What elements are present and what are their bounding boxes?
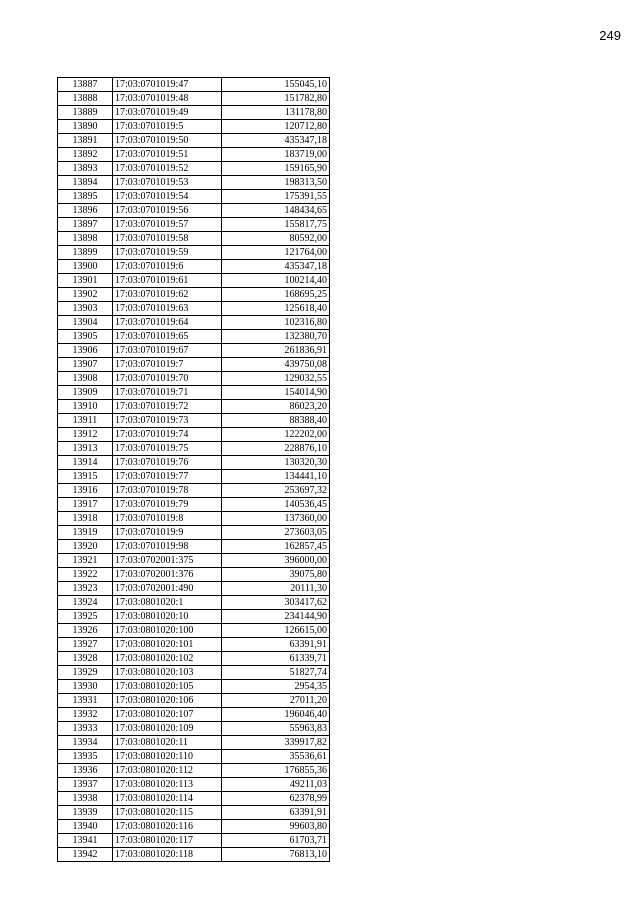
table-row — [58, 204, 330, 218]
value-cell: 140536,45 — [222, 498, 330, 512]
row-number-cell: 13900 — [58, 260, 113, 274]
table-row — [58, 708, 330, 722]
cadastral-code-cell: 17:03:0701019:77 — [113, 470, 222, 484]
row-number-cell: 13917 — [58, 498, 113, 512]
row-number-cell: 13912 — [58, 428, 113, 442]
value-cell: 61703,71 — [222, 834, 330, 848]
cadastral-code-cell: 17:03:0701019:57 — [113, 218, 222, 232]
cadastral-code-cell: 17:03:0701019:79 — [113, 498, 222, 512]
row-number-cell: 13898 — [58, 232, 113, 246]
cadastral-code-cell: 17:03:0801020:114 — [113, 792, 222, 806]
table-row — [58, 358, 330, 372]
cadastral-code-cell: 17:03:0701019:72 — [113, 400, 222, 414]
value-cell: 129032,55 — [222, 372, 330, 386]
value-cell: 39075,80 — [222, 568, 330, 582]
table-row — [58, 512, 330, 526]
table-row — [58, 246, 330, 260]
row-number-cell: 13913 — [58, 442, 113, 456]
cadastral-code-cell: 17:03:0701019:73 — [113, 414, 222, 428]
value-cell: 126615,00 — [222, 624, 330, 638]
row-number-cell: 13931 — [58, 694, 113, 708]
cadastral-code-cell: 17:03:0701019:67 — [113, 344, 222, 358]
value-cell: 137360,00 — [222, 512, 330, 526]
table-row — [58, 274, 330, 288]
value-cell: 63391,91 — [222, 806, 330, 820]
table-row — [58, 302, 330, 316]
cadastral-code-cell: 17:03:0801020:105 — [113, 680, 222, 694]
row-number-cell: 13896 — [58, 204, 113, 218]
row-number-cell: 13905 — [58, 330, 113, 344]
table-row — [58, 554, 330, 568]
table-row — [58, 526, 330, 540]
table-row — [58, 680, 330, 694]
row-number-cell: 13910 — [58, 400, 113, 414]
row-number-cell: 13891 — [58, 134, 113, 148]
table-row — [58, 386, 330, 400]
value-cell: 155045,10 — [222, 78, 330, 92]
cadastral-code-cell: 17:03:0701019:8 — [113, 512, 222, 526]
value-cell: 154014,90 — [222, 386, 330, 400]
table-row — [58, 120, 330, 134]
table-row — [58, 596, 330, 610]
table-row — [58, 260, 330, 274]
row-number-cell: 13916 — [58, 484, 113, 498]
cadastral-code-cell: 17:03:0701019:7 — [113, 358, 222, 372]
table-row — [58, 456, 330, 470]
value-cell: 80592,00 — [222, 232, 330, 246]
row-number-cell: 13928 — [58, 652, 113, 666]
table-row — [58, 92, 330, 106]
row-number-cell: 13907 — [58, 358, 113, 372]
cadastral-code-cell: 17:03:0801020:10 — [113, 610, 222, 624]
data-table — [57, 77, 330, 862]
cadastral-code-cell: 17:03:0702001:376 — [113, 568, 222, 582]
cadastral-code-cell: 17:03:0701019:51 — [113, 148, 222, 162]
value-cell: 162857,45 — [222, 540, 330, 554]
value-cell: 100214,40 — [222, 274, 330, 288]
value-cell: 148434,65 — [222, 204, 330, 218]
row-number-cell: 13925 — [58, 610, 113, 624]
value-cell: 159165,90 — [222, 162, 330, 176]
row-number-cell: 13937 — [58, 778, 113, 792]
row-number-cell: 13914 — [58, 456, 113, 470]
cadastral-code-cell: 17:03:0801020:115 — [113, 806, 222, 820]
row-number-cell: 13888 — [58, 92, 113, 106]
cadastral-code-cell: 17:03:0701019:59 — [113, 246, 222, 260]
row-number-cell: 13934 — [58, 736, 113, 750]
table-row — [58, 288, 330, 302]
value-cell: 20111,30 — [222, 582, 330, 596]
row-number-cell: 13927 — [58, 638, 113, 652]
cadastral-code-cell: 17:03:0701019:48 — [113, 92, 222, 106]
value-cell: 396000,00 — [222, 554, 330, 568]
table-row — [58, 190, 330, 204]
table-row — [58, 652, 330, 666]
cadastral-code-cell: 17:03:0701019:78 — [113, 484, 222, 498]
table-row — [58, 330, 330, 344]
cadastral-code-cell: 17:03:0801020:106 — [113, 694, 222, 708]
value-cell: 131178,80 — [222, 106, 330, 120]
value-cell: 273603,05 — [222, 526, 330, 540]
row-number-cell: 13935 — [58, 750, 113, 764]
cadastral-code-cell: 17:03:0701019:98 — [113, 540, 222, 554]
value-cell: 439750,08 — [222, 358, 330, 372]
cadastral-code-cell: 17:03:0701019:53 — [113, 176, 222, 190]
cadastral-code-cell: 17:03:0701019:76 — [113, 456, 222, 470]
cadastral-code-cell: 17:03:0801020:11 — [113, 736, 222, 750]
table-row — [58, 848, 330, 862]
cadastral-code-cell: 17:03:0801020:112 — [113, 764, 222, 778]
value-cell: 76813,10 — [222, 848, 330, 862]
table-row — [58, 834, 330, 848]
table-row — [58, 750, 330, 764]
value-cell: 155817,75 — [222, 218, 330, 232]
value-cell: 130320,30 — [222, 456, 330, 470]
row-number-cell: 13889 — [58, 106, 113, 120]
row-number-cell: 13923 — [58, 582, 113, 596]
cadastral-code-cell: 17:03:0801020:116 — [113, 820, 222, 834]
cadastral-code-cell: 17:03:0801020:110 — [113, 750, 222, 764]
value-cell: 228876,10 — [222, 442, 330, 456]
table-row — [58, 148, 330, 162]
value-cell: 51827,74 — [222, 666, 330, 680]
row-number-cell: 13908 — [58, 372, 113, 386]
table-row — [58, 106, 330, 120]
table-row — [58, 778, 330, 792]
cadastral-code-cell: 17:03:0701019:75 — [113, 442, 222, 456]
row-number-cell: 13895 — [58, 190, 113, 204]
row-number-cell: 13940 — [58, 820, 113, 834]
row-number-cell: 13893 — [58, 162, 113, 176]
cadastral-code-cell: 17:03:0801020:118 — [113, 848, 222, 862]
row-number-cell: 13902 — [58, 288, 113, 302]
row-number-cell: 13922 — [58, 568, 113, 582]
row-number-cell: 13904 — [58, 316, 113, 330]
cadastral-code-cell: 17:03:0701019:49 — [113, 106, 222, 120]
cadastral-code-cell: 17:03:0701019:62 — [113, 288, 222, 302]
page-number: 249 — [599, 28, 621, 43]
row-number-cell: 13938 — [58, 792, 113, 806]
cadastral-code-cell: 17:03:0701019:56 — [113, 204, 222, 218]
cadastral-code-cell: 17:03:0702001:375 — [113, 554, 222, 568]
row-number-cell: 13887 — [58, 78, 113, 92]
table-row — [58, 400, 330, 414]
row-number-cell: 13924 — [58, 596, 113, 610]
table-row — [58, 162, 330, 176]
cadastral-code-cell: 17:03:0701019:52 — [113, 162, 222, 176]
value-cell: 62378,99 — [222, 792, 330, 806]
table-row — [58, 792, 330, 806]
value-cell: 63391,91 — [222, 638, 330, 652]
row-number-cell: 13941 — [58, 834, 113, 848]
table-row — [58, 344, 330, 358]
table-row — [58, 218, 330, 232]
value-cell: 27011,20 — [222, 694, 330, 708]
table-row — [58, 736, 330, 750]
table-row — [58, 498, 330, 512]
row-number-cell: 13918 — [58, 512, 113, 526]
value-cell: 168695,25 — [222, 288, 330, 302]
table-row — [58, 414, 330, 428]
table-row — [58, 610, 330, 624]
value-cell: 261836,91 — [222, 344, 330, 358]
row-number-cell: 13942 — [58, 848, 113, 862]
cadastral-code-cell: 17:03:0701019:6 — [113, 260, 222, 274]
cadastral-code-cell: 17:03:0801020:109 — [113, 722, 222, 736]
table-row — [58, 582, 330, 596]
cadastral-code-cell: 17:03:0701019:9 — [113, 526, 222, 540]
table-row — [58, 540, 330, 554]
value-cell: 134441,10 — [222, 470, 330, 484]
row-number-cell: 13894 — [58, 176, 113, 190]
value-cell: 99603,80 — [222, 820, 330, 834]
table-row — [58, 764, 330, 778]
cadastral-code-cell: 17:03:0701019:54 — [113, 190, 222, 204]
table-row — [58, 568, 330, 582]
value-cell: 198313,50 — [222, 176, 330, 190]
table-row — [58, 820, 330, 834]
cadastral-code-cell: 17:03:0801020:1 — [113, 596, 222, 610]
row-number-cell: 13939 — [58, 806, 113, 820]
value-cell: 49211,03 — [222, 778, 330, 792]
table-row — [58, 134, 330, 148]
value-cell: 88388,40 — [222, 414, 330, 428]
value-cell: 120712,80 — [222, 120, 330, 134]
cadastral-code-cell: 17:03:0701019:74 — [113, 428, 222, 442]
value-cell: 175391,55 — [222, 190, 330, 204]
value-cell: 121764,00 — [222, 246, 330, 260]
value-cell: 183719,00 — [222, 148, 330, 162]
table-row — [58, 694, 330, 708]
table-row — [58, 428, 330, 442]
row-number-cell: 13906 — [58, 344, 113, 358]
table-row — [58, 470, 330, 484]
table-row — [58, 624, 330, 638]
cadastral-code-cell: 17:03:0701019:70 — [113, 372, 222, 386]
value-cell: 86023,20 — [222, 400, 330, 414]
cadastral-code-cell: 17:03:0701019:58 — [113, 232, 222, 246]
row-number-cell: 13901 — [58, 274, 113, 288]
value-cell: 122202,00 — [222, 428, 330, 442]
cadastral-code-cell: 17:03:0701019:61 — [113, 274, 222, 288]
cadastral-code-cell: 17:03:0801020:100 — [113, 624, 222, 638]
cadastral-code-cell: 17:03:0701019:47 — [113, 78, 222, 92]
table-row — [58, 176, 330, 190]
cadastral-code-cell: 17:03:0801020:117 — [113, 834, 222, 848]
row-number-cell: 13915 — [58, 470, 113, 484]
row-number-cell: 13899 — [58, 246, 113, 260]
table-row — [58, 316, 330, 330]
table-body — [58, 78, 330, 862]
table-row — [58, 232, 330, 246]
table-row — [58, 372, 330, 386]
cadastral-code-cell: 17:03:0801020:102 — [113, 652, 222, 666]
cadastral-code-cell: 17:03:0701019:63 — [113, 302, 222, 316]
value-cell: 435347,18 — [222, 260, 330, 274]
row-number-cell: 13892 — [58, 148, 113, 162]
row-number-cell: 13919 — [58, 526, 113, 540]
cadastral-code-cell: 17:03:0701019:71 — [113, 386, 222, 400]
row-number-cell: 13920 — [58, 540, 113, 554]
value-cell: 303417,62 — [222, 596, 330, 610]
table-row — [58, 666, 330, 680]
table-row — [58, 442, 330, 456]
row-number-cell: 13930 — [58, 680, 113, 694]
table-row — [58, 722, 330, 736]
value-cell: 125618,40 — [222, 302, 330, 316]
cadastral-code-cell: 17:03:0701019:5 — [113, 120, 222, 134]
cadastral-code-cell: 17:03:0702001:490 — [113, 582, 222, 596]
value-cell: 151782,80 — [222, 92, 330, 106]
table-row — [58, 806, 330, 820]
row-number-cell: 13936 — [58, 764, 113, 778]
cadastral-code-cell: 17:03:0801020:101 — [113, 638, 222, 652]
row-number-cell: 13909 — [58, 386, 113, 400]
value-cell: 176855,36 — [222, 764, 330, 778]
cadastral-code-cell: 17:03:0701019:65 — [113, 330, 222, 344]
row-number-cell: 13911 — [58, 414, 113, 428]
value-cell: 435347,18 — [222, 134, 330, 148]
value-cell: 196046,40 — [222, 708, 330, 722]
value-cell: 61339,71 — [222, 652, 330, 666]
row-number-cell: 13890 — [58, 120, 113, 134]
cadastral-code-cell: 17:03:0801020:113 — [113, 778, 222, 792]
value-cell: 102316,80 — [222, 316, 330, 330]
row-number-cell: 13929 — [58, 666, 113, 680]
value-cell: 253697,32 — [222, 484, 330, 498]
cadastral-code-cell: 17:03:0801020:103 — [113, 666, 222, 680]
row-number-cell: 13933 — [58, 722, 113, 736]
row-number-cell: 13926 — [58, 624, 113, 638]
cadastral-code-cell: 17:03:0801020:107 — [113, 708, 222, 722]
row-number-cell: 13921 — [58, 554, 113, 568]
table-row — [58, 638, 330, 652]
value-cell: 55963,83 — [222, 722, 330, 736]
table-row — [58, 78, 330, 92]
cadastral-code-cell: 17:03:0701019:50 — [113, 134, 222, 148]
value-cell: 132380,70 — [222, 330, 330, 344]
value-cell: 234144,90 — [222, 610, 330, 624]
value-cell: 35536,61 — [222, 750, 330, 764]
value-cell: 339917,82 — [222, 736, 330, 750]
table-row — [58, 484, 330, 498]
row-number-cell: 13897 — [58, 218, 113, 232]
row-number-cell: 13903 — [58, 302, 113, 316]
cadastral-code-cell: 17:03:0701019:64 — [113, 316, 222, 330]
value-cell: 2954,35 — [222, 680, 330, 694]
row-number-cell: 13932 — [58, 708, 113, 722]
